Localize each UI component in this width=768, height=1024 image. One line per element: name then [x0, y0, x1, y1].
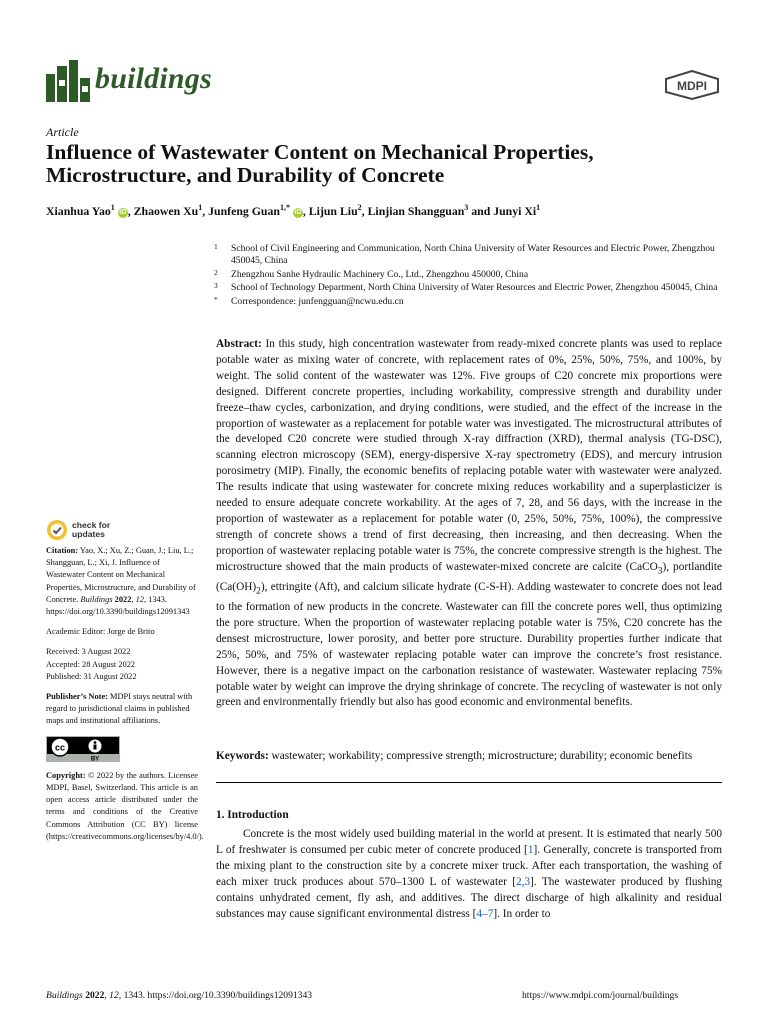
author-list: [46, 203, 736, 219]
affiliations: [214, 243, 724, 309]
sidebar: [46, 519, 204, 851]
abstract-text: ), ettringite (Aft), and calcium silicate hydrate (C-S-H). Adding wastewater to concrete does not lead to the formation of new products in the concrete. Wastewater can fill the concrete pores well, thus optimizing the pore structure. When the proportion of wastewater replacing potable water is 75%, C20 concrete has the densest microstructure, lower porosity, and better pore structure. Durability properties further indicate that 25%, 50%, and 75% of wastewater replacing potable water can improve the concrete’s frost resistance. However, there is a negative impact on the carbonation resistance of wastewater. Wastewater replacing 75% potable water by weight can improve the drying shrinkage of concrete. The recycling of wastewater is not only green and environmentally friendly but also has good economic and environmental benefits.: [216, 580, 722, 709]
orcid-icon[interactable]: iD: [294, 208, 302, 216]
body-text: ]. The wastewater produced by flushing contains unhydrated cement, fly ash, and additives. The direct discharge of high alkalinity and residual substances may cause significant environmental distress [: [216, 875, 722, 920]
footer-journal: Buildings: [46, 990, 83, 1001]
author-affiliation-mark: 1: [198, 203, 203, 212]
abstract-text: In this study, high concentration wastewater from ready-mixed concrete plants was used to replace potable water as mixing water of concrete, with replacement rates of 0%, 25%, 50%, 75%, and 100%, by weight. The solid content of the wastewater was 12%. Five groups of C20 concrete mix proportions were designed. Different concrete properties, including workability, compressive strength and durability under freeze–thaw cycles, carbonization, and drying conditions, were studied, and the effect of the increase in the proportion of wastewater as a replacement for potable water was investigated. The microstructural attributes of the developed C20 concrete were studied through X-ray diffraction (XRD), thermal analysis (TG-DSC), scanning electron microscopy (SEM), energy-dispersive X-ray spectrometry (EDS), and mercury intrusion porosimetry (MIP). Finally, the economic benefits of replacing potable water with wastewater were analyzed. The results indicate that using wastewater for concrete mixing reduces workability and a superplasticizer is needed to ensure adequate concrete workability. At the ages of 7, 28, and 56 days, with the increase in the proportion of wastewater as a replacement for potable water (0, 25%, 50%, 75%, 100%), the compressive strength of concrete shows a trend of first decreasing, then increasing, and then decreasing. When the proportion of wastewater replacing potable water is 75%, the concrete compressive strength is the highest. The microstructure showed that the main products of wastewater-mixed concrete are calcite (CaCO: [216, 338, 722, 573]
author-separator: ,: [361, 203, 368, 218]
keywords-label: Keywords:: [216, 750, 269, 762]
footer-url[interactable]: https://www.mdpi.com/journal/buildings: [522, 990, 679, 1001]
cc-by-label: BY: [90, 756, 100, 762]
reference-link[interactable]: 4–7: [476, 907, 494, 920]
affiliation-text: School of Civil Engineering and Communication, North China University of Water Resources and Electric Power, Zhengzhou 450045, China: [231, 243, 715, 267]
citation-text: Yao, X.; Xu, Z.; Guan, J.; Liu, L.; Shangguan, L.; Xi, J. Influence of Wastewater Content on Mechanical Properties, Microstructure, and Durability of Concrete.: [46, 546, 196, 604]
author-name: Linjian Shangguan: [367, 203, 465, 218]
affiliation-text: School of Technology Department, North China University of Water Resources and Electric Power, Zhengzhou 450045, China: [231, 282, 718, 294]
author-separator: and: [468, 203, 494, 218]
affiliation: [214, 296, 724, 308]
cc-by-license-icon[interactable]: [46, 736, 120, 762]
author-separator: ,: [127, 203, 134, 218]
orcid-icon[interactable]: iD: [119, 208, 127, 216]
affiliation: [214, 282, 724, 294]
note-text: MDPI stays neutral with regard to jurisdictional claims in published maps and institutional affiliations.: [46, 692, 193, 726]
footer-volume: 12: [109, 990, 119, 1001]
article-type: Article: [46, 125, 79, 139]
reference-link[interactable]: 1: [527, 843, 534, 856]
affiliation-text: Zhengzhou Sanhe Hydraulic Machinery Co., Ltd., Zhengzhou 450000, China: [231, 268, 529, 280]
citation-label: Citation:: [46, 546, 79, 555]
section-divider: [216, 782, 722, 783]
body-text: Concrete is the most widely used building material in the world at present. It is estimated that nearly 500 L of freshwater is consumed per cubic meter of concrete produced [: [216, 828, 722, 856]
keywords-text: wastewater; workability; compressive strength; microstructure; durability; economic benefits: [271, 750, 693, 762]
author-name: Lijun Liu: [308, 203, 358, 218]
mdpi-logo-icon: [664, 70, 720, 100]
dates: [46, 646, 198, 683]
affiliation-mark: 3: [214, 281, 218, 291]
published-date: Published: 31 August 2022: [46, 671, 137, 681]
academic-editor: Academic Editor: Jorge de Brito: [46, 627, 155, 637]
copyright: [46, 770, 204, 843]
check-for-updates[interactable]: [46, 519, 198, 541]
journal-name: buildings: [95, 62, 212, 95]
affiliation-mark: 1: [214, 242, 218, 251]
author-affiliation-mark: 1,*: [279, 203, 290, 212]
author-affiliation-mark: 1: [110, 203, 115, 212]
affiliation: [214, 243, 724, 268]
footer-citation: Buildings 2022, 12, 1343. https://doi.org/10.3390/buildings12091343: [46, 990, 313, 1001]
intro-paragraph: [216, 827, 722, 922]
footer-doi[interactable]: , 1343. https://doi.org/10.3390/buildings12091343: [118, 990, 313, 1001]
author-name: Zhaowen Xu: [133, 203, 199, 218]
author-name: Junfeng Guan: [208, 203, 280, 218]
affiliation-mark: 2: [214, 267, 218, 277]
publisher-name: MDPI: [677, 79, 707, 93]
received-date: Received: 3 August 2022: [46, 647, 131, 657]
affiliation-text: Correspondence: junfengguan@ncwu.edu.cn: [231, 295, 404, 307]
body-text: ]. Generally, concrete is transported from the mixing plant to the construction site by a concrete mixer truck. After each transportation, the washing of each mixer truck produces about 570–1300 L of wastewater [: [216, 843, 722, 888]
author-affiliation-mark: 1: [536, 203, 541, 212]
journal-logo-icon: [46, 60, 90, 102]
check-line: check for: [72, 520, 111, 530]
citation-year: 2022: [114, 594, 132, 604]
citation: Citation: Yao, X.; Xu, Z.; Guan, J.; Liu, L.; Shangguan, L.; Xi, J. Influence of Wastewater Content on Mechanical Properties, Microstructure, and Durability of Concrete. Buildings 2022, 12, 1343. https://doi.org/10.3390/buildings12091343: [46, 546, 196, 617]
copyright-label: Copyright:: [46, 770, 86, 780]
citation-journal: Buildings: [80, 594, 113, 604]
author-name: Xianhua Yao: [46, 203, 111, 218]
copyright-text: © 2022 by the authors. Licensee MDPI, Basel, Switzerland. This article is an open access article distributed under the terms and conditions of the Creative Commons Attribution (CC BY) license (https://creativecommons.org/licenses/by/4.0/).: [46, 770, 204, 841]
check-updates-text: [72, 521, 110, 539]
keywords: [216, 750, 722, 762]
accepted-date: Accepted: 28 August 2022: [46, 659, 136, 669]
author-name: Junyi Xi: [493, 203, 537, 218]
author-separator: ,: [302, 203, 309, 218]
reference-link[interactable]: 2,3: [515, 875, 531, 888]
citation-volume: 12: [135, 594, 144, 604]
author-affiliation-mark: 3: [464, 203, 469, 212]
footer-year: 2022: [85, 990, 105, 1001]
page-title: Influence of Wastewater Content on Mechanical Properties, Microstructure, and Durability of Concrete: [46, 140, 594, 187]
author-separator: ,: [202, 203, 209, 218]
author-affiliation-mark: 2: [357, 203, 362, 212]
check-line: updates: [72, 529, 105, 539]
svg-text:cc: cc: [54, 742, 66, 753]
publisher-note: [46, 691, 198, 728]
abstract: [216, 337, 722, 711]
affiliation-mark: *: [214, 294, 218, 304]
intro-heading: 1. Introduction: [216, 809, 289, 821]
abstract-label: Abstract:: [216, 338, 262, 350]
affiliation: [214, 269, 724, 281]
subscript: 2: [256, 586, 261, 597]
citation-doi[interactable]: , 1343. https://doi.org/10.3390/buildings12091343: [46, 594, 190, 617]
subscript: 3: [657, 565, 663, 576]
check-updates-icon: [46, 519, 68, 541]
abstract-text: ), portlandite (Ca(OH): [216, 560, 722, 593]
note-label: Publisher’s Note:: [46, 692, 108, 702]
body-text: ]. In order to: [493, 907, 551, 920]
